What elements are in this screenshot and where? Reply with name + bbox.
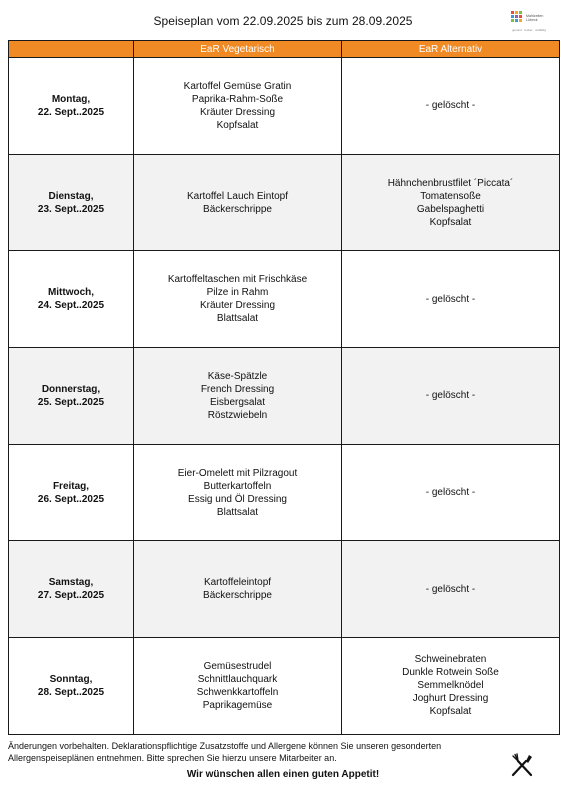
dish-line: Kartoffel Lauch Eintopf bbox=[187, 190, 288, 202]
alternative-cell bbox=[342, 154, 560, 251]
logo-text-line1: Mahlzeiten bbox=[526, 14, 544, 18]
alternative-cell bbox=[342, 541, 560, 638]
menu-row bbox=[9, 154, 560, 251]
dish-line: Tomatensoße bbox=[420, 190, 481, 202]
dish-line: Schweinebraten bbox=[414, 654, 487, 666]
dish-line: Paprikagemüse bbox=[202, 699, 273, 711]
day-date: 26. Sept..2025 bbox=[37, 493, 105, 505]
day-name: Mittwoch, bbox=[47, 287, 95, 299]
alternative-cell bbox=[342, 348, 560, 445]
header-day-column bbox=[9, 41, 134, 58]
vegetarian-cell bbox=[134, 541, 342, 638]
dish-line: Blattsalat bbox=[216, 313, 259, 325]
menu-row bbox=[9, 638, 560, 735]
alternative-cell bbox=[342, 638, 560, 735]
day-cell bbox=[9, 58, 134, 155]
day-date: 27. Sept..2025 bbox=[37, 590, 105, 602]
menu-row bbox=[9, 541, 560, 638]
dish-line: Hähnchenbrustfilet ´Piccata´ bbox=[387, 177, 514, 189]
vegetarian-cell bbox=[134, 154, 342, 251]
day-name: Freitag, bbox=[52, 480, 90, 492]
logo-text-line2: Lübeck bbox=[526, 18, 538, 22]
day-name: Montag, bbox=[51, 93, 91, 105]
dish-line: Kartoffeltaschen mit Frischkäse bbox=[167, 274, 308, 286]
vegetarian-cell bbox=[134, 348, 342, 445]
dish-line: French Dressing bbox=[200, 383, 275, 395]
header-alternative: EaR Alternativ bbox=[342, 41, 560, 58]
day-date: 25. Sept..2025 bbox=[37, 396, 105, 408]
day-name: Samstag, bbox=[48, 577, 94, 589]
vegetarian-cell bbox=[134, 251, 342, 348]
day-date: 22. Sept..2025 bbox=[37, 106, 105, 118]
menu-row bbox=[9, 444, 560, 541]
day-cell bbox=[9, 444, 134, 541]
dish-line: Joghurt Dressing bbox=[412, 693, 489, 705]
day-cell bbox=[9, 638, 134, 735]
dish-line: Kartoffeleintopf bbox=[203, 577, 272, 589]
dish-line: Kartoffel Gemüse Gratin bbox=[183, 80, 292, 92]
menu-table-header bbox=[9, 41, 560, 58]
dish-line: Bäckerschrippe bbox=[203, 203, 272, 215]
dish-line: Kräuter Dressing bbox=[199, 300, 276, 312]
page-title: Speiseplan vom 22.09.2025 bis zum 28.09.2025 bbox=[153, 14, 413, 28]
alternative-cell bbox=[342, 251, 560, 348]
dish-line: Bäckerschrippe bbox=[203, 590, 272, 602]
dish-line: Schnittlauchquark bbox=[197, 673, 278, 685]
dish-line: Röstzwiebeln bbox=[207, 409, 268, 421]
dish-line: Käse-Spätzle bbox=[207, 370, 268, 382]
dish-line: Pilze in Rahm bbox=[206, 287, 269, 299]
dish-line: Essig und Öl Dressing bbox=[188, 493, 287, 505]
alternative-cell bbox=[342, 444, 560, 541]
dish-line: Eier-Omelett mit Pilzragout bbox=[177, 467, 298, 479]
dish-line: Semmelknödel bbox=[417, 680, 484, 692]
fork-knife-icon bbox=[509, 753, 535, 779]
dish-line: - gelöscht - bbox=[425, 583, 476, 595]
day-name: Donnerstag, bbox=[41, 383, 101, 395]
dish-line: Butterkartoffeln bbox=[203, 480, 272, 492]
day-date: 28. Sept..2025 bbox=[37, 686, 105, 698]
dish-line: Kopfsalat bbox=[429, 706, 472, 718]
dish-line: Gabelspaghetti bbox=[416, 203, 485, 215]
logo-mark-icon bbox=[511, 11, 525, 25]
dish-line: Gemüsestrudel bbox=[203, 660, 272, 672]
dish-line: Kopfsalat bbox=[429, 216, 472, 228]
dish-line: Kopfsalat bbox=[216, 119, 259, 131]
menu-row bbox=[9, 348, 560, 445]
vegetarian-cell bbox=[134, 444, 342, 541]
dish-line: Dunkle Rotwein Soße bbox=[402, 667, 499, 679]
day-name: Dienstag, bbox=[48, 190, 94, 202]
dish-line: - gelöscht - bbox=[425, 487, 476, 499]
day-cell bbox=[9, 154, 134, 251]
dish-line: - gelöscht - bbox=[425, 390, 476, 402]
menu-row bbox=[9, 251, 560, 348]
alternative-cell bbox=[342, 58, 560, 155]
dish-line: Paprika-Rahm-Soße bbox=[191, 93, 284, 105]
header-vegetarian: EaR Vegetarisch bbox=[134, 41, 342, 58]
dish-line: Blattsalat bbox=[216, 506, 259, 518]
menu-table bbox=[8, 40, 560, 735]
vegetarian-cell bbox=[134, 58, 342, 155]
menu-row bbox=[9, 58, 560, 155]
logo-tagline: gesund · lecker · vielfältig bbox=[512, 28, 547, 32]
footer-wish: Wir wünschen allen einen guten Appetit! bbox=[186, 769, 380, 780]
day-cell bbox=[9, 541, 134, 638]
day-name: Sonntag, bbox=[49, 673, 93, 685]
day-cell bbox=[9, 348, 134, 445]
day-date: 23. Sept..2025 bbox=[37, 203, 105, 215]
brand-logo bbox=[511, 11, 547, 35]
day-date: 24. Sept..2025 bbox=[37, 300, 105, 312]
dish-line: Schwenkkartoffeln bbox=[196, 686, 279, 698]
day-cell bbox=[9, 251, 134, 348]
dish-line: - gelöscht - bbox=[425, 100, 476, 112]
dish-line: - gelöscht - bbox=[425, 293, 476, 305]
vegetarian-cell bbox=[134, 638, 342, 735]
footer-disclaimer: Änderungen vorbehalten. Deklarationspflichtige Zusatzstoffe und Allergene können Sie unseren gesonderten Allergenspeiseplänen entnehmen. Bitte sprechen Sie hierzu unsere Mitarbeiter an. bbox=[8, 741, 442, 763]
dish-line: Kräuter Dressing bbox=[199, 106, 276, 118]
dish-line: Eisbergsalat bbox=[209, 396, 266, 408]
